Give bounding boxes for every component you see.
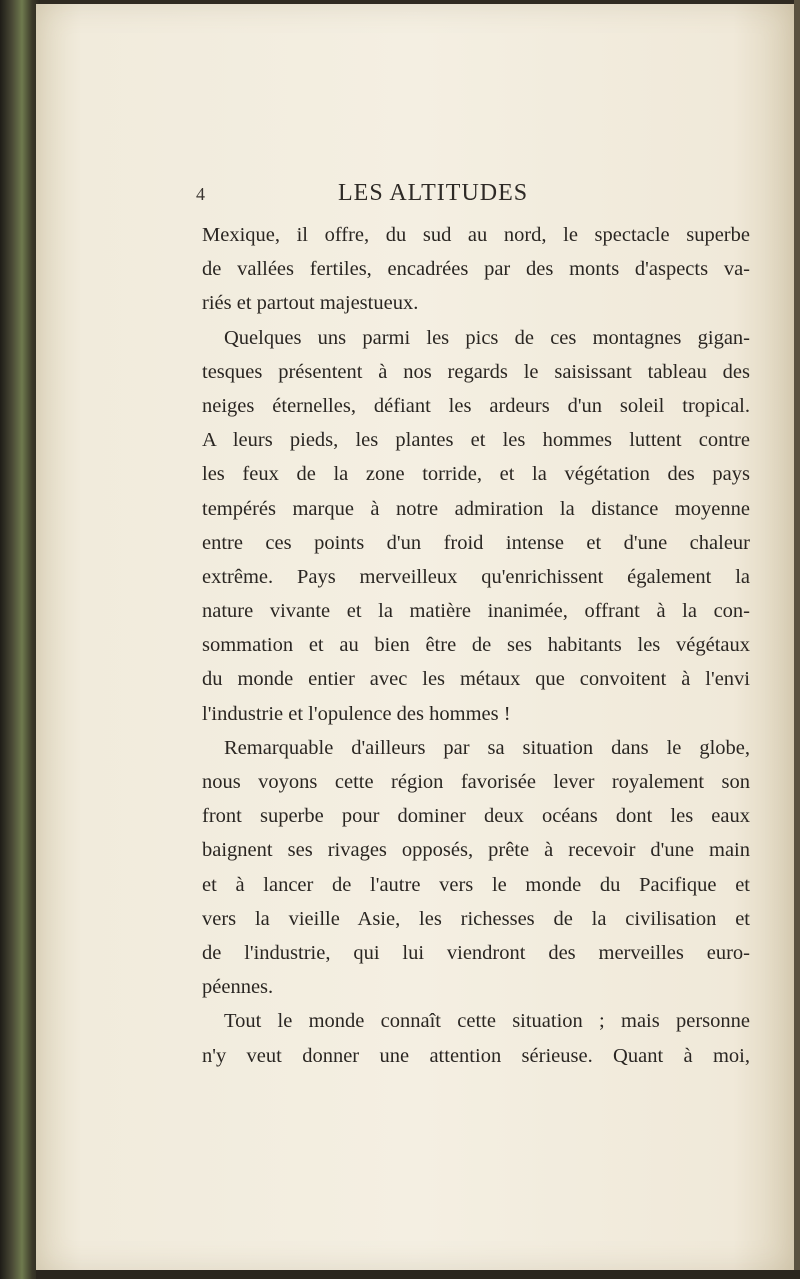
text-line: de vallées fertiles, encadrées par des monts d'aspects va- [202,258,750,281]
running-title: LES ALTITUDES [338,180,529,206]
text-line: péennes. [202,976,274,999]
text-line: neiges éternelles, défiant les ardeurs d'un soleil tropical. [202,394,750,417]
text-line: Remarquable d'ailleurs par sa situation dans le globe, [224,736,750,759]
text-line: Mexique, il offre, du sud au nord, le spectacle superbe [202,224,750,246]
text-line: riés et partout majestueux. [202,292,419,315]
text-line: Quelques uns parmi les pics de ces montagnes gigan- [224,326,750,349]
text-line: A leurs pieds, les plantes et les hommes luttent contre [202,429,750,452]
text-line: de l'industrie, qui lui viendront des merveilles euro- [202,941,750,964]
page-number: 4 [196,184,205,204]
page-right-edge [794,0,800,1279]
book-spine [0,0,40,1279]
text-line: tempérés marque à notre admiration la distance moyenne [202,497,750,520]
text-line: vers la vieille Asie, les richesses de la civilisation et [202,907,750,930]
page-header [36,174,794,214]
text-line: front superbe pour dominer deux océans dont les eaux [202,805,750,828]
text-line: tesques présentent à nos regards le saisissant tableau des [202,360,750,383]
text-line: entre ces points d'un froid intense et d'une chaleur [202,531,750,554]
body-text [202,218,750,1073]
text-line: Tout le monde connaît cette situation ; mais personne [224,1010,750,1033]
text-line: du monde entier avec les métaux que convoitent à l'envi [202,668,750,691]
text-line: sommation et au bien être de ses habitants les végétaux [202,634,750,657]
text-line: extrême. Pays merveilleux qu'enrichissent également la [202,565,750,588]
text-line: nous voyons cette région favorisée lever royalement son [202,771,750,793]
book-page [36,4,794,1270]
text-line: l'industrie et l'opulence des hommes ! [202,702,511,725]
text-line: et à lancer de l'autre vers le monde du Pacifique et [202,873,750,896]
text-line: n'y veut donner une attention sérieuse. Quant à moi, [202,1044,750,1067]
text-line: les feux de la zone torride, et la végétation des pays [202,463,750,486]
page-bottom-edge [36,1270,800,1279]
text-line: baignent ses rivages opposés, prête à recevoir d'une main [202,839,750,862]
text-line: nature vivante et la matière inanimée, offrant à la con- [202,600,750,623]
